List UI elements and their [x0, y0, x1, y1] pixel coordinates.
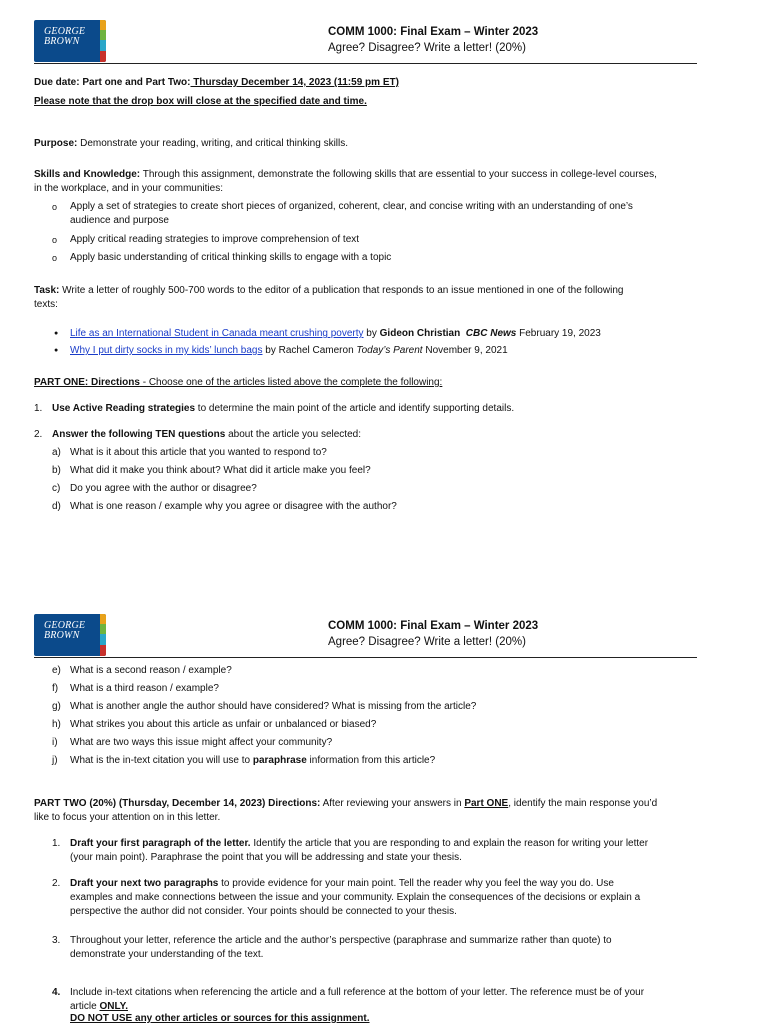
question-key: e) — [52, 665, 61, 676]
part-two-heading: PART TWO (20%) (Thursday, December 14, 2023) Directions: After reviewing your answers in Part ONE, identify the main response you’d — [34, 798, 658, 809]
purpose: Purpose: Demonstrate your reading, writing, and critical thinking skills. — [34, 138, 349, 149]
skill-item: o Apply basic understanding of critical thinking skills to engage with a topic — [70, 251, 391, 265]
question-key: d) — [52, 501, 61, 512]
question-text: What is another angle the author should have considered? What is missing from the article? — [70, 701, 477, 712]
article-link-2[interactable]: Why I put dirty socks in my kids’ lunch bags — [70, 345, 263, 356]
question-key: c) — [52, 483, 61, 494]
dropbox-note: Please note that the drop box will close at the specified date and time. — [34, 96, 367, 107]
step-cont: demonstrate your understanding of the text. — [70, 949, 264, 960]
question-key: g) — [52, 701, 61, 712]
due-date-line: Due date: Part one and Part Two: Thursday December 14, 2023 (11:59 pm ET) — [34, 77, 399, 88]
skill-item: o Apply critical reading strategies to improve comprehension of text — [70, 233, 359, 247]
skill-item-cont: audience and purpose — [70, 215, 169, 226]
part-two-step-3: Throughout your letter, reference the article and the author’s perspective (paraphrase and summarize rather than quote) to — [70, 935, 612, 946]
task: Task: Write a letter of roughly 500-700 words to the editor of a publication that responds to an issue mentioned in one of the following — [34, 285, 624, 296]
question-text: What is it about this article that you wanted to respond to? — [70, 447, 327, 458]
part-one-heading: PART ONE: Directions - Choose one of the articles listed above the complete the following: — [34, 377, 443, 388]
step-cont: perspective the author did not consider. Your points should be connected to your thesis. — [70, 906, 457, 917]
question-text: Do you agree with the author or disagree? — [70, 483, 257, 494]
skills-intro-cont: in the workplace, and in your communities: — [34, 183, 223, 194]
header-subtitle: Agree? Disagree? Write a letter! (20%) — [328, 636, 526, 648]
question-text: What is the in-text citation you will use to paraphrase information from this article? — [70, 755, 436, 766]
question-key: f) — [52, 683, 59, 694]
skills-intro: Skills and Knowledge: Through this assignment, demonstrate the following skills that are essential to your success in college-level courses, — [34, 169, 657, 180]
header-rule — [34, 657, 697, 658]
question-text: What are two ways this issue might affect your community? — [70, 737, 333, 748]
question-key: a) — [52, 447, 61, 458]
step-number: 2. — [34, 429, 43, 440]
question-key: h) — [52, 719, 61, 730]
header-title: COMM 1000: Final Exam – Winter 2023 — [328, 26, 539, 38]
question-text: What is a second reason / example? — [70, 665, 232, 676]
step-warning: DO NOT USE any other articles or sources for this assignment. — [70, 1013, 370, 1024]
question-key: j) — [52, 755, 58, 766]
step-cont: article ONLY. — [70, 1001, 128, 1012]
step-number: 2. — [52, 878, 61, 889]
question-text: What is one reason / example why you agree or disagree with the author? — [70, 501, 397, 512]
question-text: What did it make you think about? What did it article make you feel? — [70, 465, 371, 476]
question-text: What is a third reason / example? — [70, 683, 219, 694]
part-two-intro-cont: like to focus your attention on in this letter. — [34, 812, 221, 823]
header-rule — [34, 63, 697, 64]
question-text: What strikes you about this article as unfair or unbalanced or biased? — [70, 719, 377, 730]
part-two-step-2: Draft your next two paragraphs to provide evidence for your main point. Tell the reader why you feel the way you do. Use — [70, 878, 614, 889]
article-item: ● Why I put dirty socks in my kids’ lunch bags by Rachel Cameron Today’s Parent November 9, 2021 — [70, 344, 508, 358]
header-title: COMM 1000: Final Exam – Winter 2023 — [328, 620, 539, 632]
part-one-step-2: Answer the following TEN questions about the article you selected: — [52, 429, 361, 440]
step-number: 3. — [52, 935, 61, 946]
step-number: 1. — [52, 838, 61, 849]
part-two-step-1: Draft your first paragraph of the letter. Identify the article that you are responding to and explain the reason for writing your letter — [70, 838, 649, 849]
step-number: 1. — [34, 403, 43, 414]
header-subtitle: Agree? Disagree? Write a letter! (20%) — [328, 42, 526, 54]
part-one-step-1: Use Active Reading strategies to determine the main point of the article and identify supporting details. — [52, 403, 515, 414]
step-number: 4. — [52, 987, 61, 998]
question-key: i) — [52, 737, 58, 748]
step-cont: examples and make connections between the issue and your community. Explain the consequences of the decisions or explain a — [70, 892, 641, 903]
task-cont: texts: — [34, 299, 58, 310]
question-key: b) — [52, 465, 61, 476]
part-two-step-4: Include in-text citations when referencing the article and a full reference at the bottom of your letter. The reference must be of your — [70, 987, 645, 998]
skill-item: o Apply a set of strategies to create short pieces of organized, coherent, clear, and concise writing with an understanding of one’s — [70, 200, 633, 214]
step-cont: (your main point). Paraphrase the point that you will be addressing and state your thesis. — [70, 852, 462, 863]
article-link-1[interactable]: Life as an International Student in Canada meant crushing poverty — [70, 328, 364, 339]
george-brown-logo: GEORGE BROWN — [34, 614, 106, 656]
article-item: ● Life as an International Student in Canada meant crushing poverty by Gideon Christian CBC News February 19, 2023 — [70, 327, 601, 341]
george-brown-logo: GEORGE BROWN — [34, 20, 106, 62]
